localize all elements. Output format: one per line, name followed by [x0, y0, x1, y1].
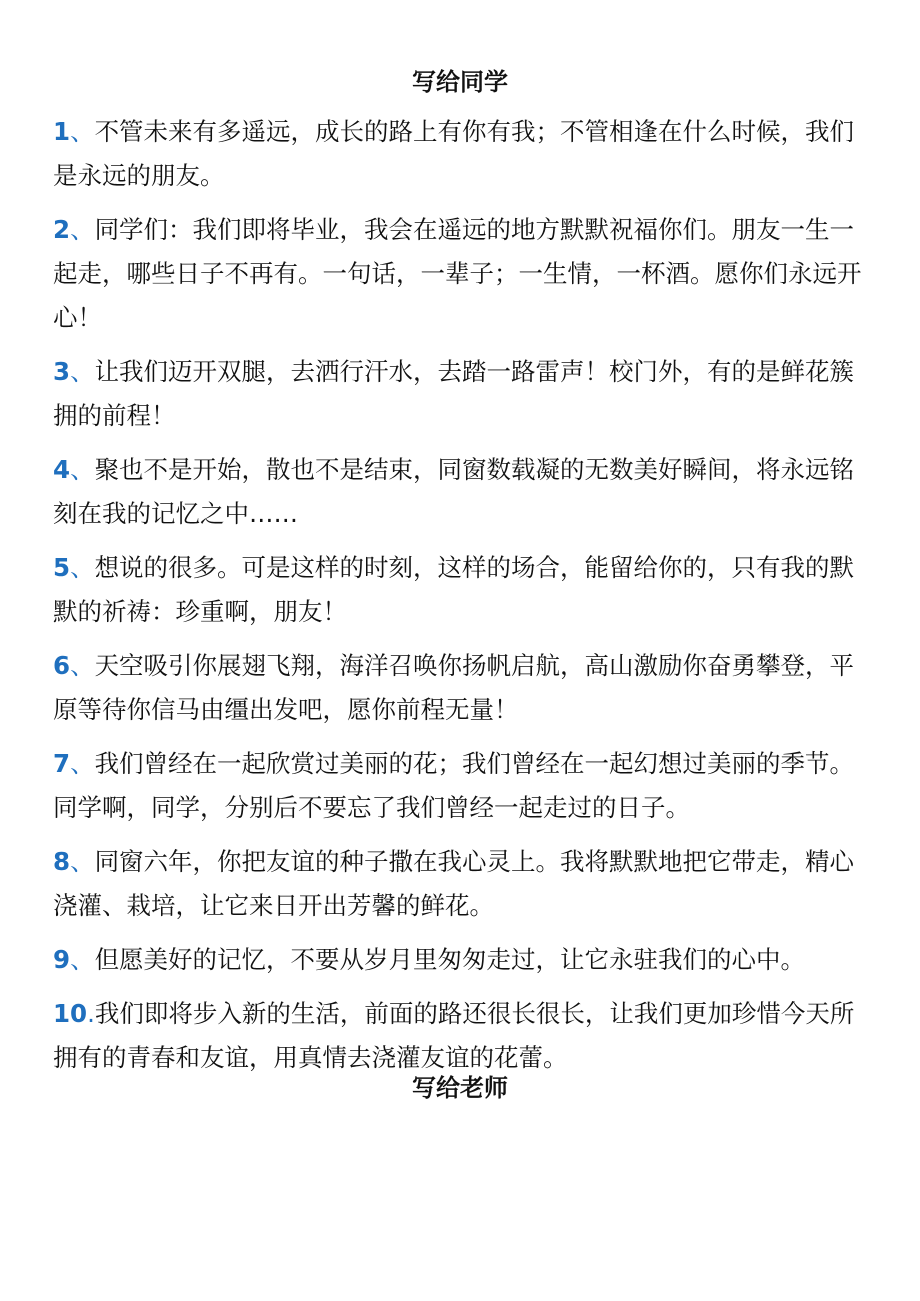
list-item: [53, 546, 873, 634]
item-text: 同学们：我们即将毕业，我会在遥远的地方默默祝福你们。朋友一生一起走，哪些日子不再有。一句话，一辈子；一生情，一杯酒。愿你们永远开心！: [53, 215, 862, 332]
list-item: [53, 742, 873, 830]
item-number: 10: [53, 999, 88, 1028]
section-title-teachers: 写给老师: [412, 1074, 508, 1102]
item-text: 聚也不是开始，散也不是结束，同窗数载凝的无数美好瞬间，将永远铭刻在我的记忆之中……: [53, 455, 855, 528]
item-separator: 、: [70, 749, 95, 778]
item-number: 4: [53, 455, 71, 484]
item-separator: 、: [70, 455, 95, 484]
item-separator: 、: [70, 553, 95, 582]
item-text: 同窗六年，你把友谊的种子撒在我心灵上。我将默默地把它带走，精心浇灌、栽培，让它来日开出芳馨的鲜花。: [53, 847, 855, 920]
list-item: [53, 350, 873, 438]
list-item: [53, 110, 873, 198]
list-item: [53, 992, 873, 1080]
list-item: [53, 938, 873, 982]
section-title-students: 写给同学: [412, 68, 508, 96]
item-separator: 、: [70, 847, 95, 876]
wish-list: [53, 110, 873, 1090]
item-text: 让我们迈开双腿，去洒行汗水，去踏一路雷声！校门外，有的是鲜花簇拥的前程！: [53, 357, 855, 430]
item-separator: 、: [70, 117, 95, 146]
item-text: 天空吸引你展翅飞翔，海洋召唤你扬帆启航，高山激励你奋勇攀登，平原等待你信马由缰出发吧，愿你前程无量！: [53, 651, 855, 724]
item-number: 5: [53, 553, 71, 582]
item-text: 不管未来有多遥远，成长的路上有你有我；不管相逢在什么时候，我们是永远的朋友。: [53, 117, 855, 190]
item-text: 我们即将步入新的生活，前面的路还很长很长，让我们更加珍惜今天所拥有的青春和友谊，用真情去浇灌友谊的花蕾。: [53, 999, 855, 1072]
item-number: 9: [53, 945, 71, 974]
list-item: [53, 840, 873, 928]
item-number: 7: [53, 749, 71, 778]
item-number: 3: [53, 357, 71, 386]
item-separator: 、: [70, 357, 95, 386]
item-separator: 、: [70, 945, 95, 974]
item-text: 我们曾经在一起欣赏过美丽的花；我们曾经在一起幻想过美丽的季节。同学啊，同学，分别后不要忘了我们曾经一起走过的日子。: [53, 749, 855, 822]
item-number: 8: [53, 847, 71, 876]
item-number: 6: [53, 651, 71, 680]
item-separator: .: [87, 999, 95, 1028]
item-text: 想说的很多。可是这样的时刻，这样的场合，能留给你的，只有我的默默的祈祷：珍重啊，朋友！: [53, 553, 855, 626]
item-separator: 、: [70, 651, 95, 680]
item-separator: 、: [70, 215, 95, 244]
item-number: 2: [53, 215, 71, 244]
item-number: 1: [53, 117, 71, 146]
item-text: 但愿美好的记忆，不要从岁月里匆匆走过，让它永驻我们的心中。: [94, 945, 806, 974]
list-item: [53, 448, 873, 536]
list-item: [53, 208, 873, 340]
list-item: [53, 644, 873, 732]
